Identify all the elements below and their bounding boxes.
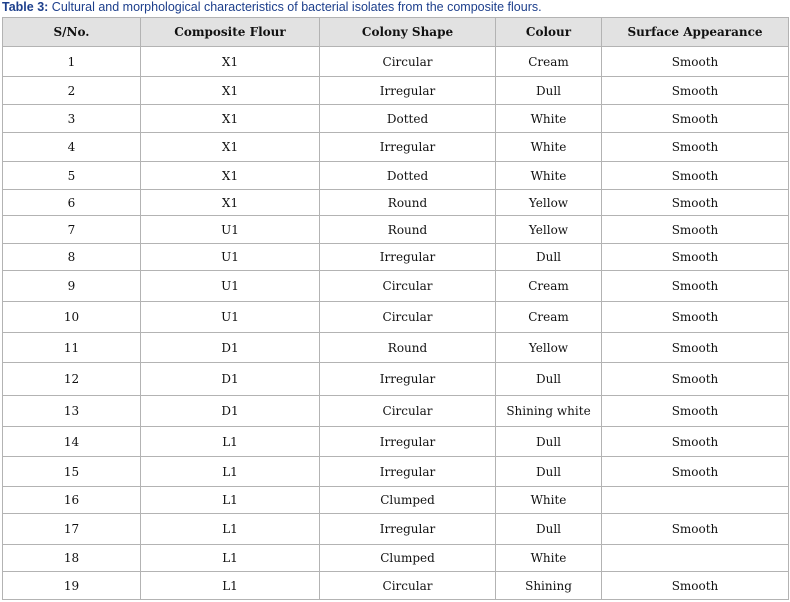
cell-sno: 10 <box>3 302 141 333</box>
cell-colour: White <box>496 162 602 190</box>
cell-colony-shape: Round <box>320 333 496 363</box>
header-composite-flour: Composite Flour <box>141 18 320 47</box>
table-row <box>3 363 789 396</box>
cell-colour: White <box>496 487 602 514</box>
cell-surface-appearance: Smooth <box>602 457 789 487</box>
cell-composite-flour: L1 <box>141 514 320 545</box>
cell-sno: 14 <box>3 427 141 457</box>
cell-surface-appearance: Smooth <box>602 244 789 271</box>
cell-colour: White <box>496 545 602 572</box>
table-row <box>3 271 789 302</box>
cell-sno: 3 <box>3 105 141 133</box>
cell-sno: 1 <box>3 47 141 77</box>
table-row <box>3 427 789 457</box>
cell-colony-shape: Dotted <box>320 162 496 190</box>
header-row <box>3 18 789 47</box>
table-row <box>3 77 789 105</box>
table-row <box>3 190 789 216</box>
cell-composite-flour: D1 <box>141 333 320 363</box>
cell-composite-flour: U1 <box>141 302 320 333</box>
cell-surface-appearance: Smooth <box>602 216 789 244</box>
cell-sno: 18 <box>3 545 141 572</box>
cell-colony-shape: Circular <box>320 396 496 427</box>
cell-surface-appearance: Smooth <box>602 105 789 133</box>
cell-composite-flour: U1 <box>141 244 320 271</box>
table-caption-label: Table 3: <box>2 0 49 14</box>
cell-composite-flour: X1 <box>141 133 320 162</box>
cell-colony-shape: Irregular <box>320 244 496 271</box>
cell-colour: Shining white <box>496 396 602 427</box>
cell-surface-appearance: Smooth <box>602 133 789 162</box>
cell-colony-shape: Clumped <box>320 545 496 572</box>
cell-colour: Dull <box>496 363 602 396</box>
cell-colour: Cream <box>496 47 602 77</box>
cell-surface-appearance: Smooth <box>602 302 789 333</box>
cell-colour: Dull <box>496 244 602 271</box>
cell-colony-shape: Irregular <box>320 363 496 396</box>
cell-colour: Cream <box>496 271 602 302</box>
cell-surface-appearance: Smooth <box>602 47 789 77</box>
header-sno: S/No. <box>3 18 141 47</box>
header-colour: Colour <box>496 18 602 47</box>
cell-colony-shape: Round <box>320 216 496 244</box>
cell-colour: Yellow <box>496 190 602 216</box>
cell-colony-shape: Circular <box>320 302 496 333</box>
cell-sno: 17 <box>3 514 141 545</box>
header-colony-shape: Colony Shape <box>320 18 496 47</box>
cell-sno: 6 <box>3 190 141 216</box>
table-row <box>3 572 789 600</box>
table-row <box>3 487 789 514</box>
table-row <box>3 396 789 427</box>
table-row <box>3 545 789 572</box>
cell-composite-flour: U1 <box>141 271 320 302</box>
table-caption <box>2 0 542 16</box>
cell-surface-appearance <box>602 545 789 572</box>
cell-colour: Cream <box>496 302 602 333</box>
cell-sno: 9 <box>3 271 141 302</box>
cell-surface-appearance: Smooth <box>602 271 789 302</box>
cell-composite-flour: L1 <box>141 545 320 572</box>
cell-colony-shape: Irregular <box>320 77 496 105</box>
cell-composite-flour: L1 <box>141 572 320 600</box>
table-row <box>3 47 789 77</box>
cell-surface-appearance: Smooth <box>602 427 789 457</box>
cell-colour: Yellow <box>496 216 602 244</box>
cell-sno: 15 <box>3 457 141 487</box>
table-row <box>3 133 789 162</box>
cell-colour: Dull <box>496 514 602 545</box>
table-row <box>3 514 789 545</box>
cell-composite-flour: L1 <box>141 487 320 514</box>
cell-composite-flour: X1 <box>141 77 320 105</box>
cell-colony-shape: Irregular <box>320 133 496 162</box>
table-row <box>3 216 789 244</box>
cell-sno: 13 <box>3 396 141 427</box>
cell-colony-shape: Dotted <box>320 105 496 133</box>
table-row <box>3 333 789 363</box>
cell-surface-appearance: Smooth <box>602 77 789 105</box>
cell-colony-shape: Irregular <box>320 514 496 545</box>
cell-surface-appearance: Smooth <box>602 333 789 363</box>
table-header <box>3 18 789 47</box>
cell-surface-appearance: Smooth <box>602 572 789 600</box>
data-table <box>2 17 789 600</box>
cell-colour: Yellow <box>496 333 602 363</box>
cell-sno: 16 <box>3 487 141 514</box>
cell-sno: 8 <box>3 244 141 271</box>
cell-colour: White <box>496 133 602 162</box>
cell-sno: 5 <box>3 162 141 190</box>
table-row <box>3 302 789 333</box>
table-row <box>3 244 789 271</box>
cell-colony-shape: Circular <box>320 572 496 600</box>
cell-colony-shape: Irregular <box>320 427 496 457</box>
cell-colour: Dull <box>496 77 602 105</box>
cell-surface-appearance: Smooth <box>602 190 789 216</box>
cell-composite-flour: X1 <box>141 190 320 216</box>
cell-surface-appearance: Smooth <box>602 396 789 427</box>
cell-sno: 19 <box>3 572 141 600</box>
cell-surface-appearance: Smooth <box>602 162 789 190</box>
cell-composite-flour: X1 <box>141 105 320 133</box>
cell-surface-appearance: Smooth <box>602 514 789 545</box>
cell-colour: Shining <box>496 572 602 600</box>
cell-colony-shape: Round <box>320 190 496 216</box>
cell-colony-shape: Clumped <box>320 487 496 514</box>
cell-sno: 7 <box>3 216 141 244</box>
cell-composite-flour: L1 <box>141 427 320 457</box>
cell-composite-flour: D1 <box>141 363 320 396</box>
cell-colony-shape: Circular <box>320 47 496 77</box>
cell-sno: 4 <box>3 133 141 162</box>
cell-sno: 12 <box>3 363 141 396</box>
cell-surface-appearance: Smooth <box>602 363 789 396</box>
cell-colour: Dull <box>496 457 602 487</box>
cell-colony-shape: Irregular <box>320 457 496 487</box>
cell-composite-flour: L1 <box>141 457 320 487</box>
cell-composite-flour: D1 <box>141 396 320 427</box>
cell-sno: 11 <box>3 333 141 363</box>
cell-surface-appearance <box>602 487 789 514</box>
table-row <box>3 457 789 487</box>
table-caption-text: Cultural and morphological characteristics of bacterial isolates from the composite flours. <box>48 0 542 14</box>
table-row <box>3 162 789 190</box>
table-row <box>3 105 789 133</box>
cell-colour: Dull <box>496 427 602 457</box>
header-surface-appearance: Surface Appearance <box>602 18 789 47</box>
cell-composite-flour: X1 <box>141 162 320 190</box>
cell-sno: 2 <box>3 77 141 105</box>
cell-colour: White <box>496 105 602 133</box>
table-body <box>3 47 789 600</box>
cell-composite-flour: X1 <box>141 47 320 77</box>
cell-composite-flour: U1 <box>141 216 320 244</box>
cell-colony-shape: Circular <box>320 271 496 302</box>
